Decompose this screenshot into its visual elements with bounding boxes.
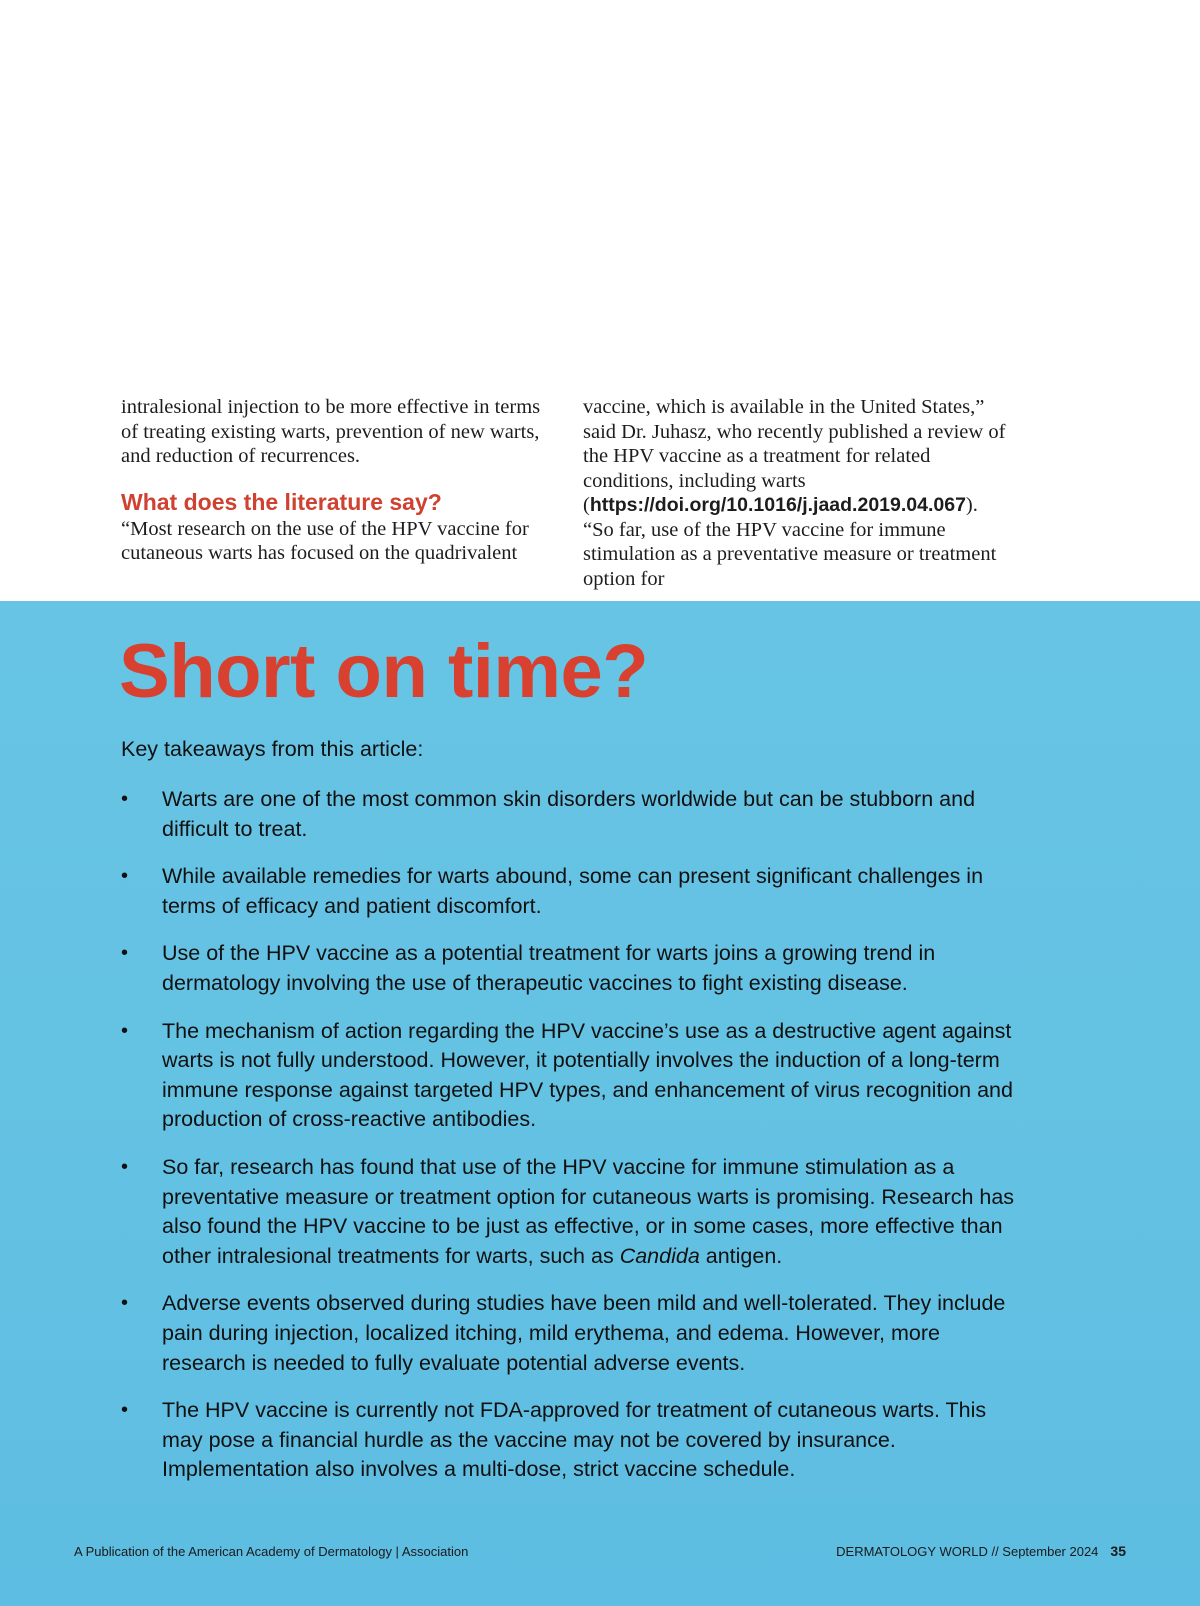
article-right-column <box>583 395 1013 591</box>
bullet-icon: • <box>121 1155 129 1178</box>
takeaways-list <box>121 785 1021 1503</box>
takeaway-item <box>121 1017 1021 1135</box>
bullet-icon: • <box>121 788 129 810</box>
takeaway-text: While available remedies for warts abound, some can present significant challenges in terms of efficacy and patient discomfort. <box>162 864 984 918</box>
doi-link[interactable]: https://doi.org/10.1016/j.jaad.2019.04.067 <box>589 494 966 516</box>
bullet-icon: • <box>121 1399 129 1422</box>
takeaway-text: Use of the HPV vaccine as a potential treatment for warts joins a growing trend in dermatology involving the use of therapeutic vaccines to fight existing disease. <box>162 941 936 995</box>
bullet-icon: • <box>121 1019 129 1042</box>
takeaway-item <box>121 785 1021 844</box>
page-number: 35 <box>1110 1543 1126 1559</box>
key-takeaways-box <box>0 601 1200 1606</box>
takeaway-text: So far, research has found that use of the HPV vaccine for immune stimulation as a preventative measure or treatment option for cutaneous warts is promising. Research has also found the HPV vaccine to be just as effective, or in some cases, more effective than other intralesional treatments for warts, such as <box>162 1154 1015 1268</box>
article-left-column <box>121 395 551 566</box>
bullet-icon: • <box>121 865 129 888</box>
takeaway-italic-term: Candida <box>619 1243 700 1268</box>
takeaways-intro: Key takeaways from this article: <box>121 737 424 761</box>
takeaway-item <box>121 1396 1021 1485</box>
takeaway-item <box>121 939 1021 998</box>
footer-issue: DERMATOLOGY WORLD // September 2024 <box>836 1544 1099 1559</box>
takeaway-text: The mechanism of action regarding the HPV vaccine’s use as a destructive agent against warts is not fully understood. However, it potentially involves the induction of a long-term immune response against targeted HPV types, and enhancement of virus recognition and production of cross-reactive antibodies. <box>162 1018 1013 1132</box>
takeaways-title: Short on time? <box>119 629 649 714</box>
article-text: ). “So far, use of the HPV vaccine for immune stimulation as a preventative measure or treatment option for <box>583 494 997 590</box>
article-paragraph <box>583 395 1013 591</box>
takeaway-text: antigen. <box>699 1243 783 1268</box>
section-subheading: What does the literature say? <box>121 488 442 515</box>
article-body <box>121 395 1021 590</box>
footer-issue-info <box>836 1543 1126 1559</box>
takeaway-item <box>121 1289 1021 1378</box>
footer-publisher: A Publication of the American Academy of Dermatology | Association <box>74 1544 469 1559</box>
takeaway-text: The HPV vaccine is currently not FDA-approved for treatment of cutaneous warts. This may pose a financial hurdle as the vaccine may not be covered by insurance. Implementation also involves a multi-dose, strict vaccine schedule. <box>162 1398 987 1482</box>
takeaway-text: Adverse events observed during studies have been mild and well-tolerated. They include pain during injection, localized itching, mild erythema, and edema. However, more research is needed to fully evaluate potential adverse events. <box>162 1291 1006 1375</box>
bullet-icon: • <box>121 942 129 965</box>
article-paragraph: intralesional injection to be more effective in terms of treating existing warts, prevention of new warts, and reduction of recurrences. <box>121 396 541 467</box>
takeaway-item <box>121 1153 1021 1271</box>
takeaway-text: Warts are one of the most common skin disorders worldwide but can be stubborn and difficult to treat. <box>162 787 976 841</box>
article-paragraph: “Most research on the use of the HPV vaccine for cutaneous warts has focused on the quadrivalent <box>121 517 529 564</box>
takeaway-item <box>121 862 1021 921</box>
article-text: vaccine, which is available in the United States,” said Dr. Juhasz, who recently published a review of the HPV vaccine as a treatment for related conditions, including warts ( <box>583 396 1006 516</box>
bullet-icon: • <box>121 1292 129 1315</box>
